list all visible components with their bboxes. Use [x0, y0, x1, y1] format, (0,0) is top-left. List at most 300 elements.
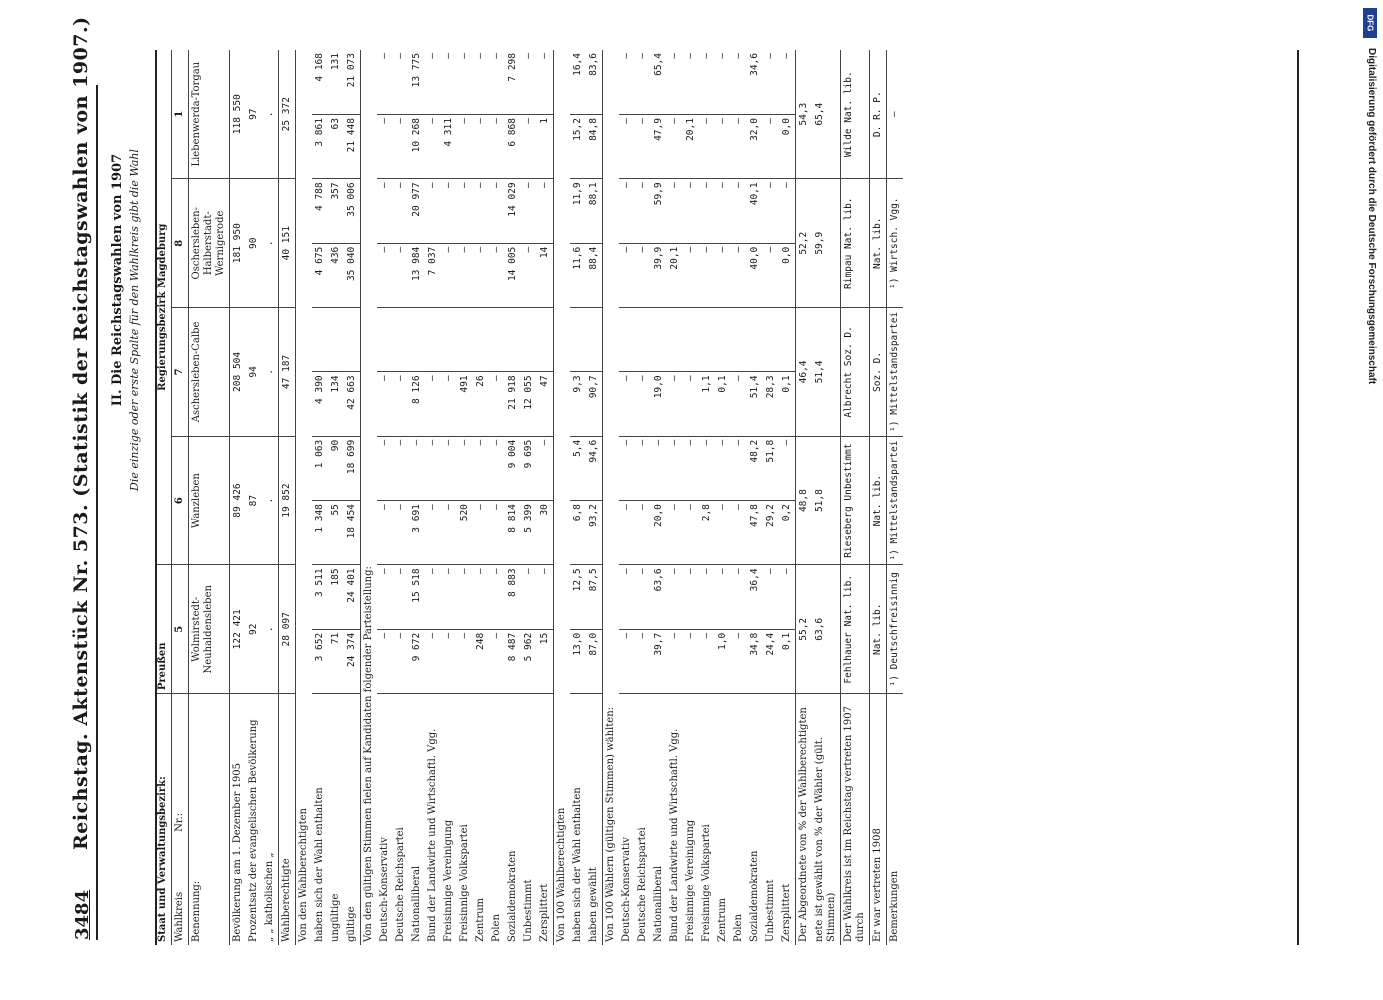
- value-cell: 1 063: [312, 436, 328, 500]
- row-label: Freisinnige Vereinigung: [685, 819, 696, 942]
- value-cell: [521, 308, 537, 372]
- value-cell: 52,2: [796, 179, 813, 308]
- value-cell: —: [521, 243, 537, 307]
- value-cell: 93,2: [586, 501, 603, 565]
- value-cell: —: [683, 372, 699, 436]
- value-cell: .: [262, 565, 279, 694]
- value-cell: —: [473, 115, 489, 179]
- value-cell: —: [667, 629, 683, 693]
- value-cell: 87,5: [586, 565, 603, 629]
- value-cell: —: [635, 372, 651, 436]
- value-cell: —: [763, 179, 779, 243]
- value-cell: —: [441, 372, 457, 436]
- value-cell: —: [763, 243, 779, 307]
- value-cell: 5 399: [521, 501, 537, 565]
- value-cell: [619, 308, 635, 372]
- value-cell: —: [489, 436, 505, 500]
- value-cell: 87,0: [586, 629, 603, 693]
- value-cell: 34,6: [747, 50, 763, 115]
- value-cell: 20 977: [409, 179, 425, 243]
- value-cell: [505, 308, 521, 372]
- row-von100: [554, 50, 571, 945]
- value-cell: —: [667, 115, 683, 179]
- row-party-pct: [763, 50, 779, 945]
- value-cell: Soz. D.: [870, 308, 887, 437]
- row-label: Von den gültigen Stimmen fielen auf Kandidaten folgender Parteistellung:: [361, 50, 378, 945]
- row-label: Deutsch-Konservativ: [621, 837, 632, 942]
- row-label: Bund der Landwirte und Wirtschaftl. Vgg.: [669, 728, 680, 942]
- value-cell: 4 675: [312, 243, 328, 307]
- value-cell: [651, 308, 667, 372]
- row-label: Sozialdemokraten: [507, 850, 518, 942]
- value-cell: [377, 308, 393, 372]
- wahlkreis-label: Wahlkreis: [174, 891, 185, 942]
- value-cell: 21 073: [344, 50, 361, 115]
- row-label: gültige: [346, 906, 357, 942]
- value-cell: —: [441, 243, 457, 307]
- value-cell: 39,9: [651, 243, 667, 307]
- staat-label: Staat und Verwaltungsbezirk:: [155, 694, 172, 945]
- value-cell: —: [715, 243, 731, 307]
- value-cell: —: [619, 179, 635, 243]
- value-cell: 12,5: [570, 565, 586, 629]
- value-cell: 28,3: [763, 372, 779, 436]
- value-cell: —: [715, 565, 731, 629]
- election-table: [155, 50, 903, 945]
- value-cell: —: [635, 243, 651, 307]
- wahlkreis-nr: 8: [172, 179, 189, 308]
- row-label: Bemerkungen: [887, 694, 904, 945]
- value-cell: —: [763, 565, 779, 629]
- value-cell: —: [425, 565, 441, 629]
- value-cell: 6 868: [505, 115, 521, 179]
- row-label: Prozentsatz der evangelischen Bevölkerung: [248, 719, 259, 942]
- value-cell: —: [537, 565, 554, 629]
- value-cell: —: [699, 565, 715, 629]
- value-cell: 181 950: [230, 179, 247, 308]
- value-cell: Rieseberg Unbestimmt: [841, 436, 870, 565]
- value-cell: —: [763, 50, 779, 115]
- wahlkreis-name: Wolmirstedt-Neuhaldensleben: [189, 565, 230, 694]
- value-cell: —: [731, 372, 747, 436]
- value-cell: Nat. lib.: [870, 436, 887, 565]
- value-cell: 16,4: [570, 50, 586, 115]
- value-cell: —: [683, 501, 699, 565]
- header-row-nr: [172, 50, 189, 945]
- wahlkreis-name: Wanzleben: [189, 436, 230, 565]
- value-cell: 47,8: [747, 501, 763, 565]
- value-cell: 19,0: [651, 372, 667, 436]
- value-cell: —: [425, 372, 441, 436]
- value-cell: 12 055: [521, 372, 537, 436]
- value-cell: —: [473, 179, 489, 243]
- value-cell: [393, 308, 409, 372]
- value-cell: 1,1: [699, 372, 715, 436]
- value-cell: .: [262, 50, 279, 179]
- value-cell: —: [683, 629, 699, 693]
- value-cell: 9,3: [570, 372, 586, 436]
- value-cell: —: [393, 629, 409, 693]
- row-label: Von 100 Wählern (gültigen Stimmen) wählten:: [603, 50, 620, 945]
- value-cell: 15 518: [409, 565, 425, 629]
- value-cell: —: [715, 436, 731, 500]
- value-cell: .: [262, 308, 279, 437]
- value-cell: —: [489, 50, 505, 115]
- value-cell: 20,1: [667, 243, 683, 307]
- value-cell: 8 883: [505, 565, 521, 629]
- value-cell: —: [473, 436, 489, 500]
- value-cell: —: [441, 501, 457, 565]
- value-cell: [635, 308, 651, 372]
- row-label: Von 100 Wahlberechtigten: [554, 50, 571, 945]
- value-cell: —: [393, 372, 409, 436]
- value-cell: 1,0: [715, 629, 731, 693]
- value-cell: 14 005: [505, 243, 521, 307]
- value-cell: 42 663: [344, 372, 361, 436]
- value-cell: 55: [328, 501, 344, 565]
- value-cell: 491: [457, 372, 473, 436]
- value-cell: —: [779, 179, 796, 243]
- value-cell: 88,4: [586, 243, 603, 307]
- value-cell: 40,0: [747, 243, 763, 307]
- value-cell: 51,8: [812, 436, 841, 565]
- value-cell: 65,4: [812, 50, 841, 179]
- value-cell: 83,6: [586, 50, 603, 115]
- table-body: [155, 50, 903, 945]
- value-cell: —: [393, 565, 409, 629]
- value-cell: ¹) Wirtsch. Vgg.: [887, 179, 904, 308]
- value-cell: —: [635, 179, 651, 243]
- value-cell: —: [489, 629, 505, 693]
- value-cell: 20,0: [651, 501, 667, 565]
- value-cell: —: [699, 629, 715, 693]
- value-cell: 131: [328, 50, 344, 115]
- value-cell: —: [473, 50, 489, 115]
- value-cell: —: [619, 629, 635, 693]
- row-party-votes: [393, 50, 409, 945]
- value-cell: —: [635, 115, 651, 179]
- value-cell: —: [731, 436, 747, 500]
- value-cell: —: [537, 50, 554, 115]
- value-cell: 122 421: [230, 565, 247, 694]
- row-abgeordneter-1: [796, 50, 813, 945]
- value-cell: —: [441, 179, 457, 243]
- value-cell: 40 151: [279, 179, 296, 308]
- value-cell: 118 550: [230, 50, 247, 179]
- value-cell: —: [619, 565, 635, 629]
- row-party-pct: [667, 50, 683, 945]
- dfg-credit: [1363, 8, 1377, 998]
- row-enthalten-pct: [570, 50, 586, 945]
- row-label: Deutsche Reichspartei: [637, 827, 648, 942]
- row-party-votes: [409, 50, 425, 945]
- value-cell: 8 814: [505, 501, 521, 565]
- row-label: Freisinnige Volkspartei: [701, 824, 712, 942]
- value-cell: 40,1: [747, 179, 763, 243]
- row-label: Freisinnige Volkspartei: [459, 824, 470, 942]
- value-cell: —: [667, 179, 683, 243]
- value-cell: —: [473, 501, 489, 565]
- row-party-votes: [441, 50, 457, 945]
- value-cell: 8 126: [409, 372, 425, 436]
- value-cell: ¹) Deutschfreisinnig: [887, 565, 904, 694]
- value-cell: —: [537, 179, 554, 243]
- row-label: Unbestimmt: [765, 879, 776, 942]
- value-cell: —: [667, 50, 683, 115]
- staat-name: Preußen: [155, 565, 172, 694]
- value-cell: —: [521, 50, 537, 115]
- value-cell: —: [683, 436, 699, 500]
- value-cell: —: [393, 179, 409, 243]
- value-cell: —: [715, 115, 731, 179]
- value-cell: 7 298: [505, 50, 521, 115]
- value-cell: —: [731, 565, 747, 629]
- row-party-pct: [635, 50, 651, 945]
- wahlkreis-nr: 5: [172, 565, 189, 694]
- value-cell: —: [393, 436, 409, 500]
- value-cell: 134: [328, 372, 344, 436]
- value-cell: —: [457, 179, 473, 243]
- row-von-gueltigen: [361, 50, 378, 945]
- value-cell: [328, 308, 344, 372]
- row-party-pct: [779, 50, 796, 945]
- row-party-votes: [537, 50, 554, 945]
- row-vertreten-1908: [870, 50, 887, 945]
- row-label: Der Abgeordnete von % der Wahlberechtigten: [796, 694, 813, 945]
- value-cell: —: [699, 243, 715, 307]
- value-cell: —: [635, 629, 651, 693]
- value-cell: 63: [328, 115, 344, 179]
- value-cell: —: [731, 243, 747, 307]
- value-cell: 35 040: [344, 243, 361, 307]
- row-gueltige: [344, 50, 361, 945]
- value-cell: Albrecht Soz. D.: [841, 308, 870, 437]
- value-cell: 54,3: [796, 50, 813, 179]
- row-party-votes: [425, 50, 441, 945]
- value-cell: [441, 308, 457, 372]
- value-cell: 65,4: [651, 50, 667, 115]
- value-cell: 3 861: [312, 115, 328, 179]
- value-cell: 9 004: [505, 436, 521, 500]
- value-cell: Rimpau Nat. lib.: [841, 179, 870, 308]
- value-cell: 0,0: [779, 243, 796, 307]
- wahlkreis-nr-label: [172, 694, 189, 945]
- value-cell: —: [715, 50, 731, 115]
- value-cell: —: [619, 115, 635, 179]
- row-party-votes: [473, 50, 489, 945]
- benennung-label: Benennung:: [189, 694, 230, 945]
- row-label: ungültige: [330, 893, 341, 942]
- row-label: Zentrum: [717, 897, 728, 942]
- row-label: Wahlberechtigte: [279, 694, 296, 945]
- value-cell: —: [619, 243, 635, 307]
- value-cell: 2,8: [699, 501, 715, 565]
- value-cell: [489, 308, 505, 372]
- value-cell: [683, 308, 699, 372]
- value-cell: 29,2: [763, 501, 779, 565]
- value-cell: 90: [246, 179, 262, 308]
- value-cell: 0,1: [779, 629, 796, 693]
- value-cell: —: [731, 501, 747, 565]
- row-label: Von den Wahlberechtigten: [296, 50, 313, 945]
- credit-text: Digitalisierung gefördert durch die Deutsche Forschungsgemeinschaft: [1366, 48, 1377, 385]
- value-cell: [425, 308, 441, 372]
- value-cell: Fehlhauer Nat. lib.: [841, 565, 870, 694]
- section-title: II. Die Reichstagswahlen von 1907: [110, 153, 125, 407]
- value-cell: —: [377, 50, 393, 115]
- row-label: Bund der Landwirte und Wirtschaftl. Vgg.: [427, 728, 438, 942]
- row-bemerkungen: [887, 50, 904, 945]
- value-cell: —: [473, 243, 489, 307]
- value-cell: ¹) Mittelstandspartei: [887, 308, 904, 437]
- value-cell: 9 672: [409, 629, 425, 693]
- value-cell: —: [731, 179, 747, 243]
- value-cell: ¹) Mittelstandspartei: [887, 436, 904, 565]
- value-cell: 18 454: [344, 501, 361, 565]
- value-cell: 13,0: [570, 629, 586, 693]
- row-label: Zentrum: [475, 897, 486, 942]
- value-cell: D. R. P.: [870, 50, 887, 179]
- value-cell: 51,4: [747, 372, 763, 436]
- value-cell: —: [635, 436, 651, 500]
- row-party-votes: [489, 50, 505, 945]
- value-cell: 0,1: [715, 372, 731, 436]
- row-von-den: [296, 50, 313, 945]
- value-cell: 25 372: [279, 50, 296, 179]
- value-cell: —: [441, 436, 457, 500]
- row-label: Der Wahlkreis ist im Reichstag vertreten 1907 durch: [841, 694, 870, 945]
- value-cell: 11,6: [570, 243, 586, 307]
- value-cell: —: [457, 436, 473, 500]
- value-cell: —: [393, 501, 409, 565]
- row-label: Bevölkerung am 1. Dezember 1905: [230, 694, 247, 945]
- value-cell: 9 695: [521, 436, 537, 500]
- value-cell: —: [537, 436, 554, 500]
- value-cell: 89 426: [230, 436, 247, 565]
- value-cell: 4 788: [312, 179, 328, 243]
- value-cell: 185: [328, 565, 344, 629]
- value-cell: —: [619, 501, 635, 565]
- row-evangelisch: [246, 50, 262, 945]
- row-label: Polen: [491, 914, 502, 942]
- value-cell: —: [425, 179, 441, 243]
- value-cell: —: [667, 501, 683, 565]
- value-cell: 21 448: [344, 115, 361, 179]
- value-cell: 0,1: [779, 372, 796, 436]
- value-cell: —: [651, 436, 667, 500]
- wahlkreis-name: Aschersleben-Calbe: [189, 308, 230, 437]
- row-label: Freisinnige Vereinigung: [443, 819, 454, 942]
- row-label: Zersplittert: [781, 883, 792, 942]
- row-label: haben sich der Wahl enthalten: [314, 787, 325, 942]
- value-cell: —: [425, 436, 441, 500]
- row-wahlberechtigte: [279, 50, 296, 945]
- row-party-votes: [505, 50, 521, 945]
- row-abgeordneter-2: [812, 50, 841, 945]
- value-cell: —: [779, 50, 796, 115]
- value-cell: 94: [246, 308, 262, 437]
- value-cell: 24 401: [344, 565, 361, 629]
- value-cell: 208 504: [230, 308, 247, 437]
- value-cell: —: [489, 501, 505, 565]
- value-cell: 24 374: [344, 629, 361, 693]
- value-cell: —: [667, 372, 683, 436]
- value-cell: —: [457, 50, 473, 115]
- value-cell: —: [619, 372, 635, 436]
- value-cell: 47: [537, 372, 554, 436]
- page-number: 3484: [72, 889, 93, 940]
- value-cell: —: [667, 436, 683, 500]
- value-cell: 0,0: [779, 115, 796, 179]
- value-cell: 13 984: [409, 243, 425, 307]
- value-cell: 51,8: [763, 436, 779, 500]
- value-cell: 18 699: [344, 436, 361, 500]
- value-cell: Wilde Nat. lib.: [841, 50, 870, 179]
- row-label: haben gewählt: [588, 867, 599, 942]
- row-enthalten: [312, 50, 328, 945]
- value-cell: 46,4: [796, 308, 813, 437]
- value-cell: —: [441, 50, 457, 115]
- value-cell: 26: [473, 372, 489, 436]
- value-cell: [715, 308, 731, 372]
- value-cell: 3 652: [312, 629, 328, 693]
- value-cell: —: [715, 179, 731, 243]
- value-cell: 30: [537, 501, 554, 565]
- value-cell: [344, 308, 361, 372]
- row-party-pct: [731, 50, 747, 945]
- value-cell: 13 775: [409, 50, 425, 115]
- value-cell: 0,2: [779, 501, 796, 565]
- row-label: „ „ katholischen „: [264, 852, 275, 942]
- row-label: Unbestimmt: [523, 879, 534, 942]
- value-cell: 19 852: [279, 436, 296, 565]
- value-cell: 20,1: [683, 115, 699, 179]
- value-cell: [586, 308, 603, 372]
- value-cell: 48,2: [747, 436, 763, 500]
- value-cell: 11,9: [570, 179, 586, 243]
- value-cell: —: [635, 50, 651, 115]
- value-cell: —: [731, 50, 747, 115]
- wahlkreis-name: Oschersleben-Halberstadt-Wernigerode: [189, 179, 230, 308]
- row-party-pct: [747, 50, 763, 945]
- value-cell: 4 311: [441, 115, 457, 179]
- value-cell: 28 097: [279, 565, 296, 694]
- wahlkreis-nr: 1: [172, 50, 189, 179]
- value-cell: —: [667, 565, 683, 629]
- value-cell: —: [683, 565, 699, 629]
- value-cell: 36,4: [747, 565, 763, 629]
- value-cell: 63,6: [812, 565, 841, 694]
- value-cell: 5 962: [521, 629, 537, 693]
- value-cell: —: [715, 501, 731, 565]
- value-cell: Nat. lib.: [870, 565, 887, 694]
- value-cell: 4 390: [312, 372, 328, 436]
- value-cell: 7 037: [425, 243, 441, 307]
- row-label: Deutsch-Konservativ: [379, 837, 390, 942]
- value-cell: —: [489, 372, 505, 436]
- value-cell: [537, 308, 554, 372]
- value-cell: —: [635, 501, 651, 565]
- value-cell: 90: [328, 436, 344, 500]
- row-label: Nationalliberal: [653, 865, 664, 942]
- value-cell: 4 168: [312, 50, 328, 115]
- value-cell: 3 511: [312, 565, 328, 629]
- value-cell: [570, 308, 586, 372]
- value-cell: 15: [537, 629, 554, 693]
- value-cell: —: [393, 243, 409, 307]
- value-cell: .: [262, 436, 279, 565]
- value-cell: [779, 308, 796, 372]
